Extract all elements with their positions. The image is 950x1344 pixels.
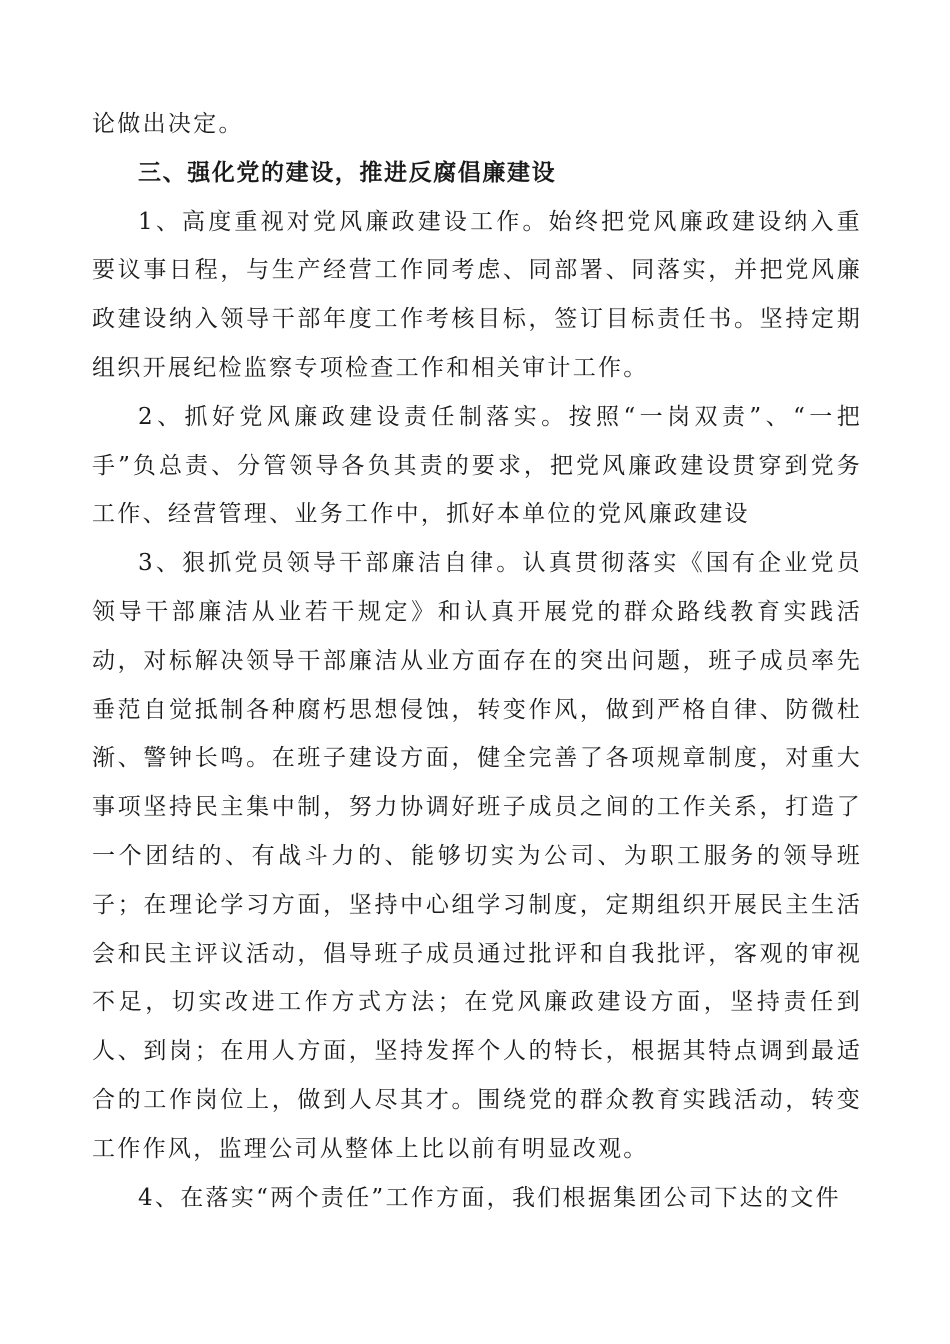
body-paragraph-2: 2、抓好党风廉政建设责任制落实。按照“一岗双责”、“一把手”负总责、分管领导各负其责的要求，把党风廉政建设贯穿到党务工作、经营管理、业务工作中，抓好本单位的党风廉政建设 <box>92 403 862 528</box>
body-paragraph-3: 3、狠抓党员领导干部廉洁自律。认真贯彻落实《国有企业党员领导干部廉洁从业若干规定》和认真开展党的群众路线教育实践活动，对标解决领导干部廉洁从业方面存在的突出问题，班子成员率先垂范自觉抵制各种腐朽思想侵蚀，转变作风，做到严格自律、防微杜渐、警钟长鸣。在班子建设方面，健全完善了各项规章制度，对重大事项坚持民主集中制，努力协调好班子成员之间的工作关系，打造了一个团结的、有战斗力的、能够切实为公司、为职工服务的领导班子；在理论学习方面，坚持中心组学习制度，定期组织开展民主生活会和民主评议活动，倡导班子成员通过批评和自我批评，客观的审视不足，切实改进工作方式方法；在党风廉政建设方面，坚持责任到人、到岗；在用人方面，坚持发挥个人的特长，根据其特点调到最适合的工作岗位上，做到人尽其才。围绕党的群众教育实践活动，转变工作作风，监理公司从整体上比以前有明显改观。 <box>92 550 862 1162</box>
body-paragraph-4: 4、在落实“两个责任”工作方面，我们根据集团公司下达的文件 <box>138 1184 841 1211</box>
continuation-paragraph: 论做出决定。 <box>92 111 244 137</box>
body-paragraph-1: 1、高度重视对党风廉政建设工作。始终把党风廉政建设纳入重要议事日程，与生产经营工作同考虑、同部署、同落实，并把党风廉政建设纳入领导干部年度工作考核目标，签订目标责任书。坚持定期组织开展纪检监察专项检查工作和相关审计工作。 <box>92 208 862 381</box>
section-heading: 三、强化党的建设，推进反腐倡廉建设 <box>138 159 557 186</box>
document-page <box>92 100 862 1222</box>
